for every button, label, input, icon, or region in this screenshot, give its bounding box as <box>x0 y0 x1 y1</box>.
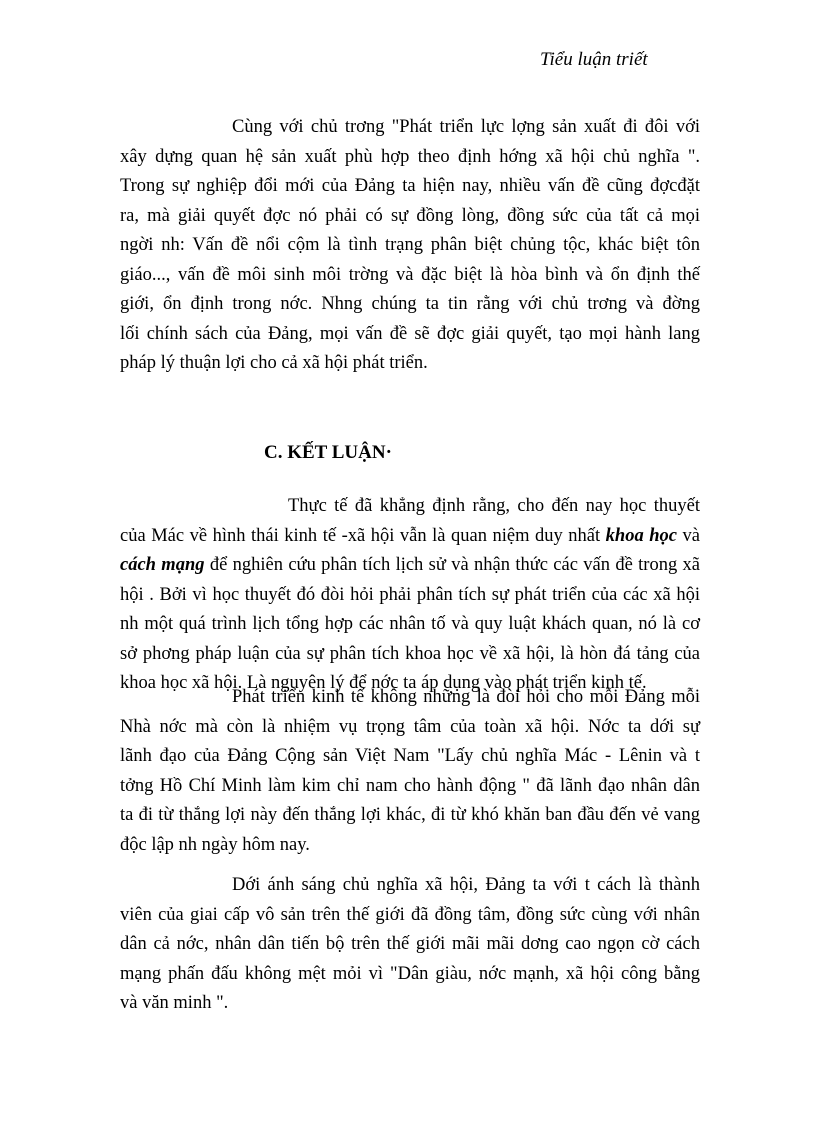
text-line: Dới ánh sáng chủ nghĩa xã hội, Đảng ta với t cách là thành <box>232 875 700 895</box>
text-line: xây dựng quan hệ sản xuất phù hợp theo định hớng xã hội chủ nghĩa ". <box>120 146 700 167</box>
paragraph-conclusion-2 <box>120 683 700 860</box>
text-line: hội . Bởi vì học thuyết đó đòi hỏi phải phân tích sự phát triển của các xã hội <box>120 584 700 605</box>
text-line <box>120 551 700 581</box>
section-heading-conclusion: C. KẾT LUẬN· <box>264 442 392 463</box>
text-line: ta đi từ thắng lợi này đến thắng lợi khác, đi từ khó khăn ban đầu đến vẻ vang <box>120 805 700 825</box>
text-line: nh một quá trình lịch tổng hợp các nhân tố và quy luật khách quan, nó là cơ <box>120 614 700 634</box>
text-line: và văn minh ". <box>120 993 229 1013</box>
text-run: của Mác về hình thái kinh tế -xã hội vẫn là quan niệm duy nhất <box>120 525 606 546</box>
text-line: Trong sự nghiệp đổi mới của Đảng ta hiện nay, nhiều vấn đề cũng đợcđặt <box>120 176 700 196</box>
text-run: và <box>677 525 700 546</box>
text-line: mạng phấn đấu không mệt mỏi vì "Dân giàu, nớc mạnh, xã hội công bằng <box>120 963 700 984</box>
text-line <box>120 522 700 552</box>
paragraph-conclusion-3 <box>120 871 700 1019</box>
text-line: Thực tế đã khẳng định rằng, cho đến nay học thuyết <box>288 496 700 516</box>
text-line: ngời nh: Vấn đề nổi cộm là tình trạng phân biệt chủng tộc, khác biệt tôn <box>120 235 700 255</box>
text-run: để nghiên cứu phân tích lịch sử và nhận thức các vấn đề trong xã <box>204 555 701 575</box>
text-line: khoa học xã hội. Là nguyên lý để nớc ta áp dụng vào phát triển kinh tế. <box>120 673 647 693</box>
text-line: tởng Hồ Chí Minh làm kim chỉ nam cho hành động " đã lãnh đạo nhân dân <box>120 775 700 796</box>
text-line: Phát triển kinh tế không những là đòi hỏi cho mỗi Đảng mỗi <box>232 687 700 707</box>
text-line: lãnh đạo của Đảng Cộng sản Việt Nam "Lấy chủ nghĩa Mác - Lênin và t <box>120 746 700 766</box>
text-line: giáo..., vấn đề môi sinh môi trờng và đặc biệt là hòa bình và ổn định thế <box>120 264 700 285</box>
text-line: lối chính sách của Đảng, mọi vấn đề sẽ đợc giải quyết, tạo mọi hành lang <box>120 323 700 344</box>
text-line: viên của giai cấp vô sản trên thế giới đã đồng tâm, đồng sức cùng với nhân <box>120 904 700 925</box>
text-line: giới, ổn định trong nớc. Nhng chúng ta tin rằng với chủ trơng và đờng <box>120 294 700 314</box>
text-line: pháp lý thuận lợi cho cả xã hội phát triển. <box>120 353 428 373</box>
paragraph-section-b-end <box>120 113 700 379</box>
paragraph-conclusion-1 <box>120 492 700 699</box>
text-line: ra, mà giải quyết đợc nó phải có sự đồng lòng, đồng sức của tất cả mọi <box>120 205 700 226</box>
emphasis-khoa-hoc: khoa học <box>605 525 677 546</box>
text-line: dân cả nớc, nhân dân tiến bộ trên thế giới mãi mãi dơng cao ngọn cờ cách <box>120 934 700 954</box>
running-header: Tiểu luận triết <box>540 49 648 70</box>
text-line: độc lập nh ngày hôm nay. <box>120 834 310 855</box>
text-line: Nhà nớc mà còn là nhiệm vụ trọng tâm của toàn xã hội. Nớc ta dới sự <box>120 716 700 737</box>
emphasis-cach-mang: cách mạng <box>120 555 205 575</box>
text-line: Cùng với chủ trơng "Phát triển lực lợng sản xuất đi đôi với <box>232 117 700 137</box>
text-line: sở phơng pháp luận của sự phân tích khoa học về xã hội, là hòn đá tảng của <box>120 643 700 664</box>
